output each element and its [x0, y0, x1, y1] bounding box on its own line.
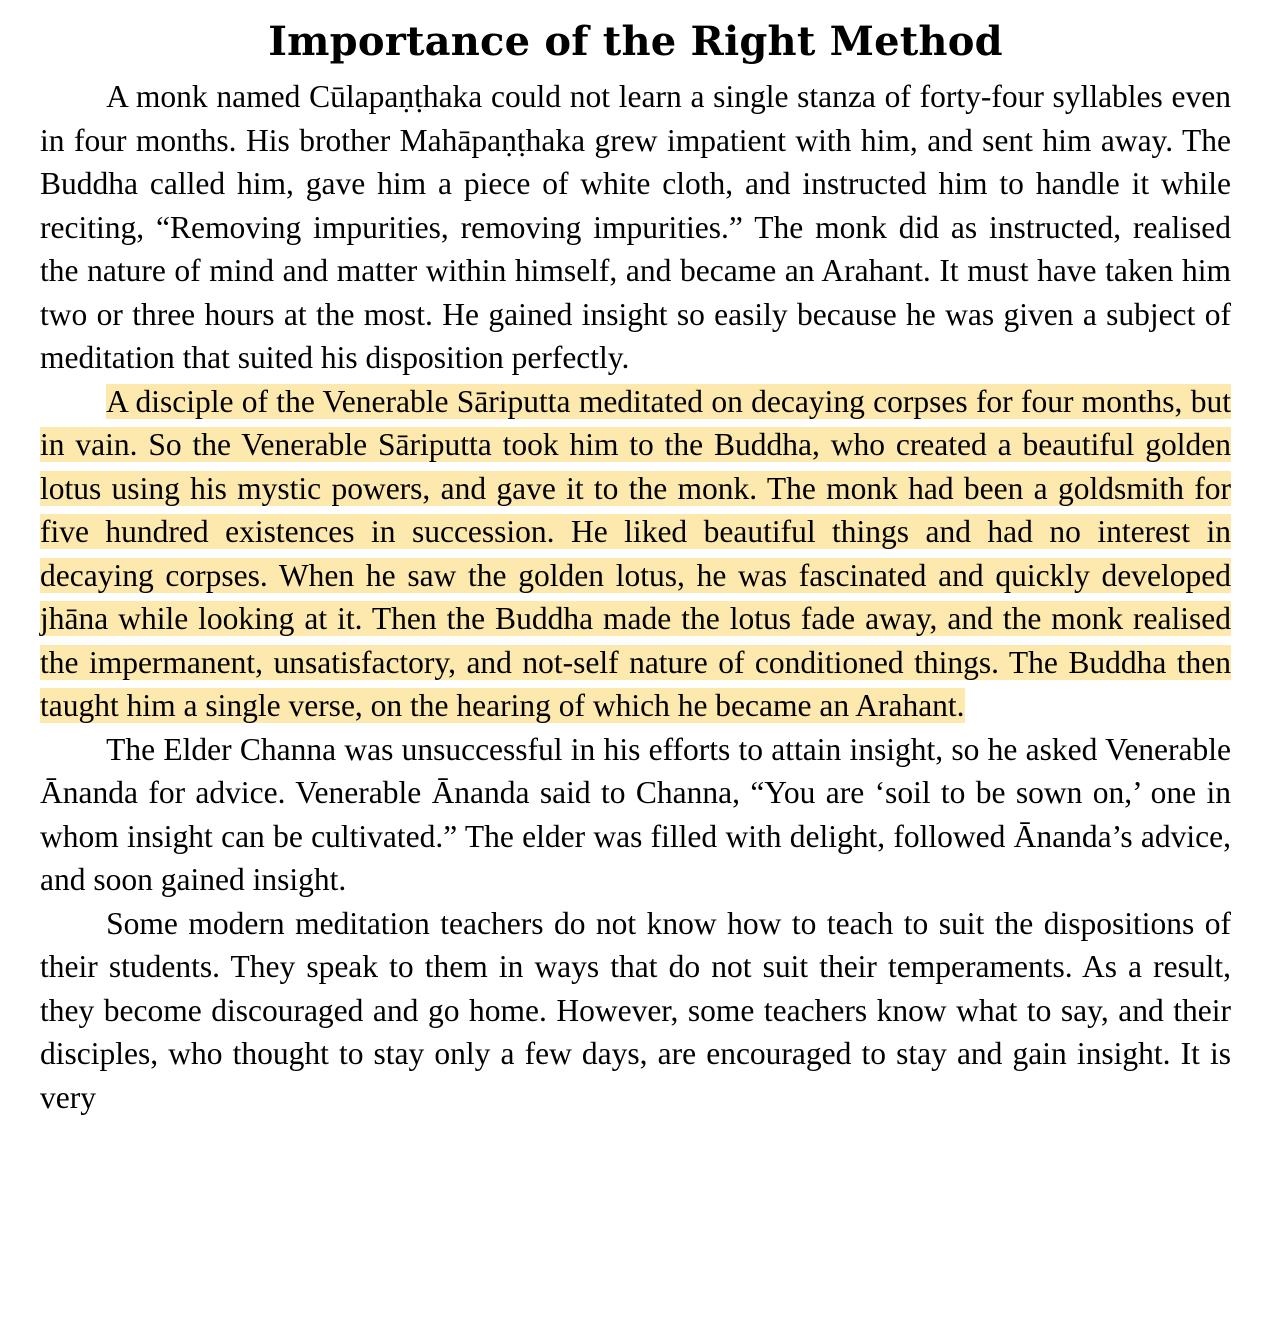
paragraph-elder-channa: [40, 728, 1231, 902]
paragraph-text: A monk named Cūlapaṇṭhaka could not learn a single stanza of forty-four syllables even in four months. His brother Mahāpaṇṭhaka grew impatient with him, and sent him away. The Buddha called him, gave him a piece of white cloth, and instructed him to handle it while reciting, “Removing impurities, removing impurities.” The monk did as instructed, realised the nature of mind and matter within himself, and became an Arahant. It must have taken him two or three hours at the most. He gained insight so easily because he was given a subject of meditation that suited his disposition perfectly.: [40, 79, 1231, 375]
paragraph-text: Some modern meditation teachers do not know how to teach to suit the dispositions of their students. They speak to them in ways that do not suit their temperaments. As a result, they become discouraged and go home. However, some teachers know what to say, and their disciples, who thought to stay only a few days, are encouraged to stay and gain insight. It is very: [40, 905, 1231, 1115]
page-title: Importance of the Right Method: [268, 18, 1003, 65]
paragraph-modern-teachers: [40, 902, 1231, 1120]
paragraph-culapanthaka: [40, 75, 1231, 380]
paragraph-golden-lotus: [40, 380, 1231, 728]
highlighted-text: A disciple of the Venerable Sāriputta meditated on decaying corpses for four months, but in vain. So the Venerable Sāriputta took him to the Buddha, who created a beautiful golden lotus using his mystic powers, and gave it to the monk. The monk had been a goldsmith for five hundred existences in succession. He liked beautiful things and had no interest in decaying corpses. When he saw the golden lotus, he was fascinated and quickly developed jhāna while looking at it. Then the Buddha made the lotus fade away, and the monk realised the impermanent, unsatisfactory, and not-self nature of conditioned things. The Buddha then taught him a single verse, on the hearing of which he became an Arahant.: [40, 383, 1231, 723]
paragraph-text: The Elder Channa was unsuccessful in his efforts to attain insight, so he asked Venerable Ānanda for advice. Venerable Ānanda said to Channa, “You are ‘soil to be sown on,’ one in whom insight can be cultivated.” The elder was filled with delight, followed Ānanda’s advice, and soon gained insight.: [40, 731, 1231, 897]
